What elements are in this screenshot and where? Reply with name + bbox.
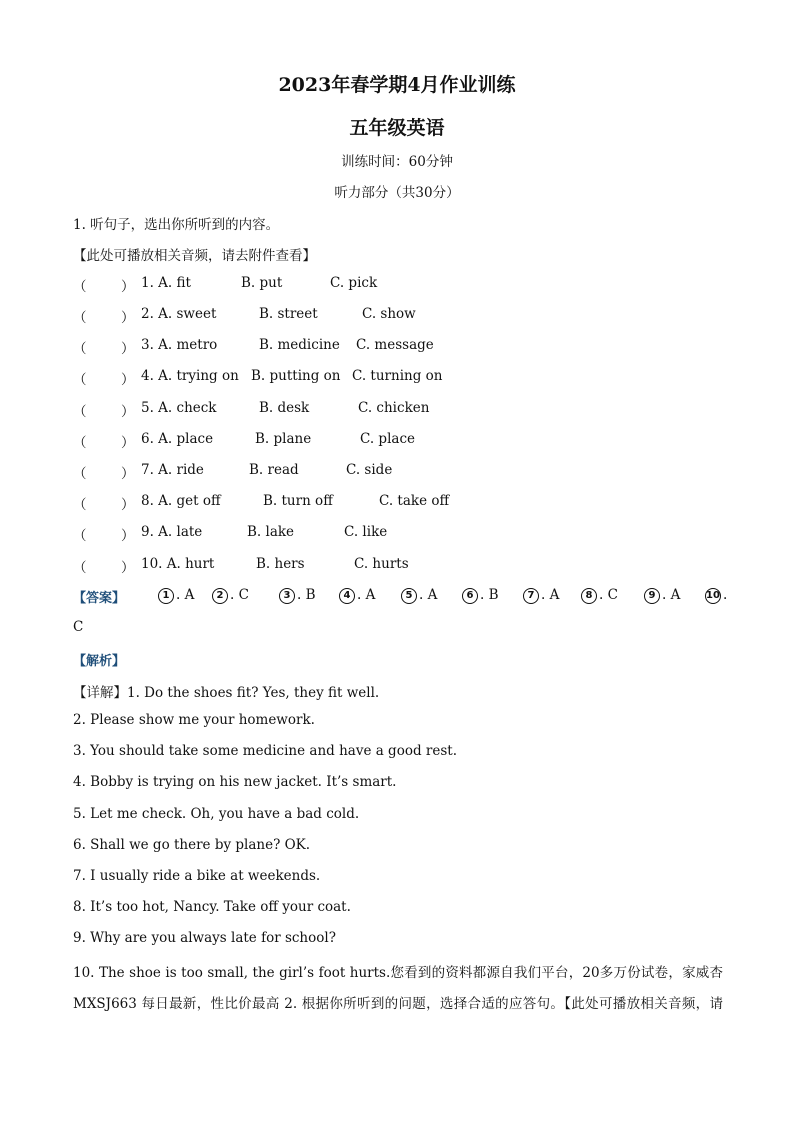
detail-line bbox=[73, 681, 723, 701]
detail-line: 3. You should take some medicine and have a good rest. bbox=[73, 743, 457, 759]
answer-item bbox=[462, 587, 499, 604]
option-b: B. read bbox=[249, 462, 299, 478]
circled-number: 6 bbox=[462, 588, 478, 604]
answer-blank-close: ） bbox=[121, 341, 135, 357]
question-row bbox=[73, 431, 733, 451]
option-a: 6. A. place bbox=[141, 431, 214, 447]
answer-blank-open: （ bbox=[73, 435, 87, 451]
answer-blank-open: （ bbox=[73, 528, 87, 544]
detail-line: MXSJ663 每日最新，性比价最高 2. 根据你所听到的问题，选择合适的应答句。【此处可播放相关音频，请 bbox=[73, 996, 723, 1012]
answer-blank-close: ） bbox=[121, 372, 135, 388]
answer-value: . A bbox=[662, 587, 681, 603]
answer-item bbox=[644, 587, 680, 604]
option-a: 9. A. late bbox=[141, 524, 203, 540]
answer-value: . bbox=[723, 587, 728, 603]
option-c: C. hurts bbox=[354, 556, 409, 572]
answer-value: . C bbox=[230, 587, 249, 603]
option-b: B. medicine bbox=[259, 337, 340, 353]
detail-line: 7. I usually ride a bike at weekends. bbox=[73, 868, 321, 884]
document-title: 2023年春学期4月作业训练 bbox=[278, 74, 516, 96]
question-row bbox=[73, 337, 733, 357]
answer-item bbox=[212, 587, 249, 604]
question-row bbox=[73, 556, 733, 576]
answer-value: . C bbox=[599, 587, 618, 603]
answer-blank-open: （ bbox=[73, 372, 87, 388]
option-a: 10. A. hurt bbox=[141, 556, 215, 572]
option-b: B. plane bbox=[255, 431, 312, 447]
circled-number: 4 bbox=[339, 588, 355, 604]
option-c: C. like bbox=[344, 524, 388, 540]
question-row bbox=[73, 306, 733, 326]
option-a: 2. A. sweet bbox=[141, 306, 217, 322]
answer-item bbox=[339, 587, 375, 604]
answer-item bbox=[279, 587, 316, 604]
answer-blank-open: （ bbox=[73, 466, 87, 482]
detail-line: 8. It’s too hot, Nancy. Take off your coat. bbox=[73, 899, 351, 915]
question-row bbox=[73, 493, 733, 513]
answer-blank-close: ） bbox=[121, 497, 135, 513]
answer-item bbox=[401, 587, 437, 604]
circled-number: 5 bbox=[401, 588, 417, 604]
detail-line: 6. Shall we go there by plane? OK. bbox=[73, 837, 311, 853]
answer-item bbox=[523, 587, 559, 604]
option-c: C. pick bbox=[330, 275, 378, 291]
answer-value: . A bbox=[419, 587, 438, 603]
option-c: C. turning on bbox=[352, 368, 443, 384]
detail-label: 【详解】 bbox=[73, 685, 127, 701]
circled-number: 1 bbox=[158, 588, 174, 604]
option-b: B. hers bbox=[256, 556, 305, 572]
option-b: B. put bbox=[241, 275, 283, 291]
detail-line: 10. The shoe is too small, the girl’s foot hurts.您看到的资料都源自我们平台，20多万份试卷，家威杏 bbox=[73, 965, 723, 981]
option-a: 8. A. get off bbox=[141, 493, 221, 509]
answer-blank-open: （ bbox=[73, 279, 87, 295]
option-b: B. turn off bbox=[263, 493, 333, 509]
answer-item bbox=[581, 587, 618, 604]
answer-blank-close: ） bbox=[121, 528, 135, 544]
circled-number: 3 bbox=[279, 588, 295, 604]
option-c: C. place bbox=[360, 431, 415, 447]
option-b: B. lake bbox=[247, 524, 295, 540]
answer-blank-close: ） bbox=[121, 310, 135, 326]
detail-line: 5. Let me check. Oh, you have a bad cold. bbox=[73, 806, 360, 822]
option-c: C. side bbox=[346, 462, 393, 478]
circled-number: 8 bbox=[581, 588, 597, 604]
detail-line: 2. Please show me your homework. bbox=[73, 712, 315, 728]
question-heading: 1. 听句子，选出你所听到的内容。 bbox=[73, 217, 280, 233]
circled-number: 9 bbox=[644, 588, 660, 604]
detail-line: 4. Bobby is trying on his new jacket. It’s smart. bbox=[73, 774, 397, 790]
question-row bbox=[73, 524, 733, 544]
option-b: B. street bbox=[259, 306, 318, 322]
circled-number: 2 bbox=[212, 588, 228, 604]
answer-label: 【答案】 bbox=[73, 591, 126, 606]
audio-note[interactable]: 【此处可播放相关音频，请去附件查看】 bbox=[73, 248, 316, 264]
question-row bbox=[73, 368, 733, 388]
option-b: B. desk bbox=[259, 400, 310, 416]
option-c: C. take off bbox=[379, 493, 450, 509]
answer-blank-close: ） bbox=[121, 435, 135, 451]
circled-number: 7 bbox=[523, 588, 539, 604]
answer-blank-open: （ bbox=[73, 341, 87, 357]
answer-value: . A bbox=[176, 587, 195, 603]
answer-value: . B bbox=[297, 587, 316, 603]
option-c: C. show bbox=[362, 306, 416, 322]
answer-blank-close: ） bbox=[121, 279, 135, 295]
answer-row bbox=[73, 587, 733, 607]
detail-text: 1. Do the shoes fit? Yes, they fit well. bbox=[127, 685, 380, 701]
question-row bbox=[73, 400, 733, 420]
option-c: C. message bbox=[356, 337, 434, 353]
answer-blank-open: （ bbox=[73, 560, 87, 576]
option-a: 4. A. trying on bbox=[141, 368, 239, 384]
answer-blank-close: ） bbox=[121, 560, 135, 576]
answer-value: . A bbox=[357, 587, 376, 603]
document-subtitle: 五年级英语 bbox=[349, 117, 445, 139]
circled-number: 10 bbox=[705, 588, 721, 604]
answer-blank-open: （ bbox=[73, 497, 87, 513]
question-row bbox=[73, 462, 733, 482]
option-a: 1. A. fit bbox=[141, 275, 191, 291]
answer-item bbox=[158, 587, 194, 604]
analysis-label: 【解析】 bbox=[73, 654, 126, 669]
answer-last: C bbox=[73, 619, 84, 635]
detail-line: 9. Why are you always late for school? bbox=[73, 930, 336, 946]
answer-value: . A bbox=[541, 587, 560, 603]
answer-item bbox=[705, 587, 727, 604]
time-line: 训练时间：60分钟 bbox=[341, 154, 453, 170]
option-a: 7. A. ride bbox=[141, 462, 204, 478]
answer-blank-close: ） bbox=[121, 466, 135, 482]
answer-blank-open: （ bbox=[73, 310, 87, 326]
answer-blank-open: （ bbox=[73, 404, 87, 420]
answer-blank-close: ） bbox=[121, 404, 135, 420]
question-row bbox=[73, 275, 733, 295]
option-a: 3. A. metro bbox=[141, 337, 218, 353]
option-b: B. putting on bbox=[251, 368, 341, 384]
section-heading: 听力部分（共30分） bbox=[334, 185, 460, 201]
answer-value: . B bbox=[480, 587, 499, 603]
option-c: C. chicken bbox=[358, 400, 430, 416]
option-a: 5. A. check bbox=[141, 400, 217, 416]
